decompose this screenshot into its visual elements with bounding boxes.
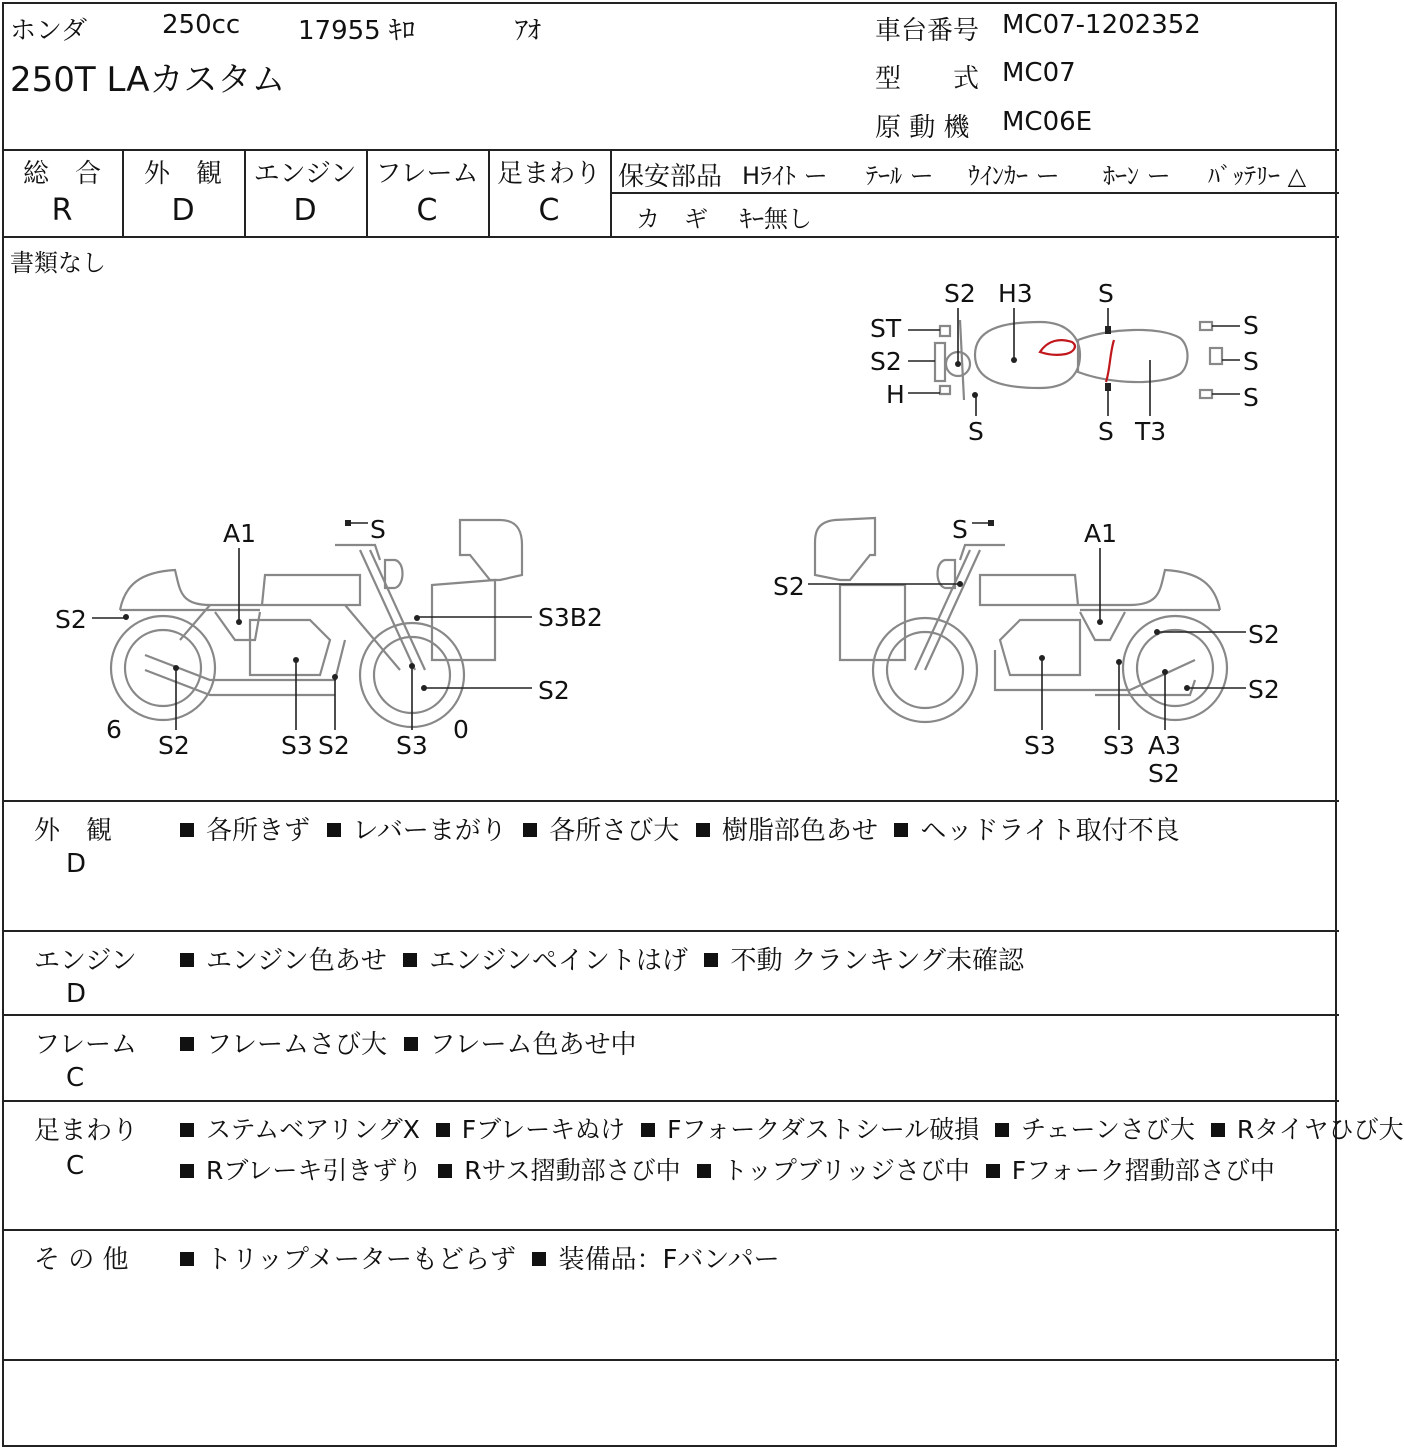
list-item: ヘッドライト取付不良	[920, 816, 1180, 846]
list-item: レバーまがり	[352, 816, 507, 846]
left-side-view	[55, 515, 603, 760]
list-item: フレーム色あせ中	[429, 1030, 637, 1060]
top-label-s-r2: S	[1243, 347, 1259, 376]
left-label-s3-engine: S3	[281, 731, 313, 760]
right-label-s: S	[952, 515, 968, 544]
top-label-s-r3: S	[1243, 383, 1259, 412]
section-exterior-label: 外 観	[34, 816, 113, 846]
right-label-s2-muffler: S2	[1248, 675, 1280, 704]
safety-battery: ﾊﾞｯﾃﾘｰ △	[1208, 162, 1307, 190]
list-item: エンジン色あせ	[206, 946, 387, 976]
safety-tail: ﾃｰﾙ ー	[866, 162, 934, 190]
list-item: トリップメーターもどらず	[206, 1245, 516, 1275]
section-other-items	[180, 1239, 780, 1276]
right-label-s3-engine: S3	[1024, 731, 1056, 760]
grade-frame-value: C	[416, 193, 438, 228]
grade-exterior-label: 外 観	[143, 159, 222, 189]
maker: ホンダ	[10, 16, 87, 46]
right-label-a3: A3	[1148, 731, 1182, 760]
section-suspension-items-2	[180, 1151, 1275, 1187]
section-suspension-items-1	[180, 1110, 1404, 1146]
left-label-6: 6	[106, 715, 122, 744]
remarks: 書類なし	[10, 249, 106, 277]
frame-no: MC07-1202352	[1002, 10, 1201, 40]
top-label-s2: S2	[944, 279, 976, 308]
frame-no-label: 車台番号	[875, 16, 980, 46]
grade-suspension-value: C	[538, 193, 560, 228]
top-label-h: H	[886, 380, 905, 409]
key-value: ｷｰ無し	[740, 205, 812, 233]
section-suspension-label: 足まわり	[34, 1116, 139, 1146]
grade-overall-label: 総 合	[22, 159, 101, 189]
color: ｱｵ	[515, 16, 542, 46]
top-label-h3: H3	[998, 279, 1033, 308]
top-label-s-low: S	[968, 417, 984, 446]
list-item: Fフォーク摺動部さび中	[1011, 1156, 1275, 1185]
section-frame-label: フレーム	[34, 1030, 137, 1060]
grade-exterior-value: D	[171, 193, 195, 228]
section-engine-grade: D	[66, 979, 87, 1009]
mileage: 17955 ｷﾛ	[298, 16, 415, 46]
right-label-s2-fork: S2	[773, 572, 805, 601]
left-label-s3b2: S3B2	[538, 603, 603, 632]
list-item: フレームさび大	[206, 1030, 387, 1060]
list-item: 各所きず	[206, 816, 311, 846]
type-label: 型 式	[875, 64, 980, 94]
right-label-s2-frame: S2	[1248, 620, 1280, 649]
top-label-s: S	[1098, 279, 1114, 308]
grade-engine-label: エンジン	[253, 159, 357, 189]
top-view	[870, 279, 1259, 446]
safety-horn: ﾎｰﾝ ー	[1103, 162, 1171, 190]
list-item: 不動 クランキング未確認	[730, 946, 1024, 976]
grade-frame-label: フレーム	[375, 159, 479, 189]
right-label-s2-low: S2	[1148, 759, 1180, 788]
divider	[2, 1229, 1339, 1231]
safety-label: 保安部品	[618, 162, 723, 192]
top-label-s2b: S2	[870, 347, 902, 376]
grade-suspension-label: 足まわり	[496, 159, 601, 189]
list-item: トップブリッジさび中	[722, 1156, 970, 1185]
type-value: MC07	[1002, 58, 1076, 88]
section-frame-items	[180, 1024, 636, 1061]
top-label-s-low2: S	[1098, 417, 1114, 446]
list-item: 各所さび大	[549, 816, 680, 846]
model-name: 250T LAカスタム	[10, 60, 286, 100]
right-label-s3-swing: S3	[1103, 731, 1135, 760]
list-item: Rブレーキ引きずり	[206, 1156, 423, 1185]
section-engine-items	[180, 940, 1024, 977]
top-label-t3: T3	[1135, 417, 1167, 446]
divider	[2, 800, 1339, 802]
safety-headlight: Hﾗｲﾄ ー	[742, 162, 828, 190]
left-label-s: S	[370, 515, 386, 544]
list-item: Rタイヤひび大	[1236, 1115, 1404, 1144]
engine-label: 原 動 機	[875, 113, 970, 143]
list-item: Fフォークダストシール破損	[667, 1115, 980, 1144]
section-exterior-items	[180, 810, 1180, 847]
divider	[2, 1359, 1339, 1361]
right-side-view	[773, 515, 1280, 788]
left-label-s3-fork: S3	[396, 731, 428, 760]
divider	[2, 149, 1339, 151]
divider	[2, 930, 1339, 932]
list-item: ステムベアリングX	[206, 1115, 420, 1144]
engine-value: MC06E	[1002, 107, 1093, 137]
left-label-s2-rear: S2	[55, 605, 87, 634]
safety-winker: ｳｲﾝｶｰ ー	[968, 162, 1060, 190]
key-label: カ ギ	[636, 205, 708, 233]
list-item: 装備品：Fバンパー	[558, 1245, 780, 1275]
right-label-a1: A1	[1084, 519, 1118, 548]
left-label-s2-pipe: S2	[318, 731, 350, 760]
top-label-st: ST	[870, 314, 902, 343]
divider	[2, 1014, 1339, 1016]
list-item: チェーンさび大	[1021, 1115, 1195, 1144]
top-label-s-r1: S	[1243, 311, 1259, 340]
left-label-0: 0	[453, 715, 469, 744]
damage-diagram	[0, 240, 1341, 800]
displacement: 250cc	[162, 10, 241, 40]
divider	[2, 1100, 1339, 1102]
left-label-s2-front: S2	[538, 676, 570, 705]
list-item: 樹脂部色あせ	[721, 816, 878, 846]
left-label-s2-muffler: S2	[158, 731, 190, 760]
grade-engine-value: D	[293, 193, 317, 228]
section-suspension-grade: C	[66, 1151, 85, 1181]
list-item: Rサス摺動部さび中	[464, 1156, 681, 1185]
list-item: エンジンペイントはげ	[429, 946, 688, 976]
list-item: Fブレーキぬけ	[461, 1115, 626, 1144]
section-other-label: そ の 他	[34, 1245, 129, 1275]
section-frame-grade: C	[66, 1063, 85, 1093]
divider	[2, 236, 1339, 238]
grade-overall-value: R	[51, 193, 73, 228]
section-exterior-grade: D	[66, 849, 87, 879]
section-engine-label: エンジン	[34, 946, 137, 976]
left-label-a1: A1	[223, 519, 257, 548]
